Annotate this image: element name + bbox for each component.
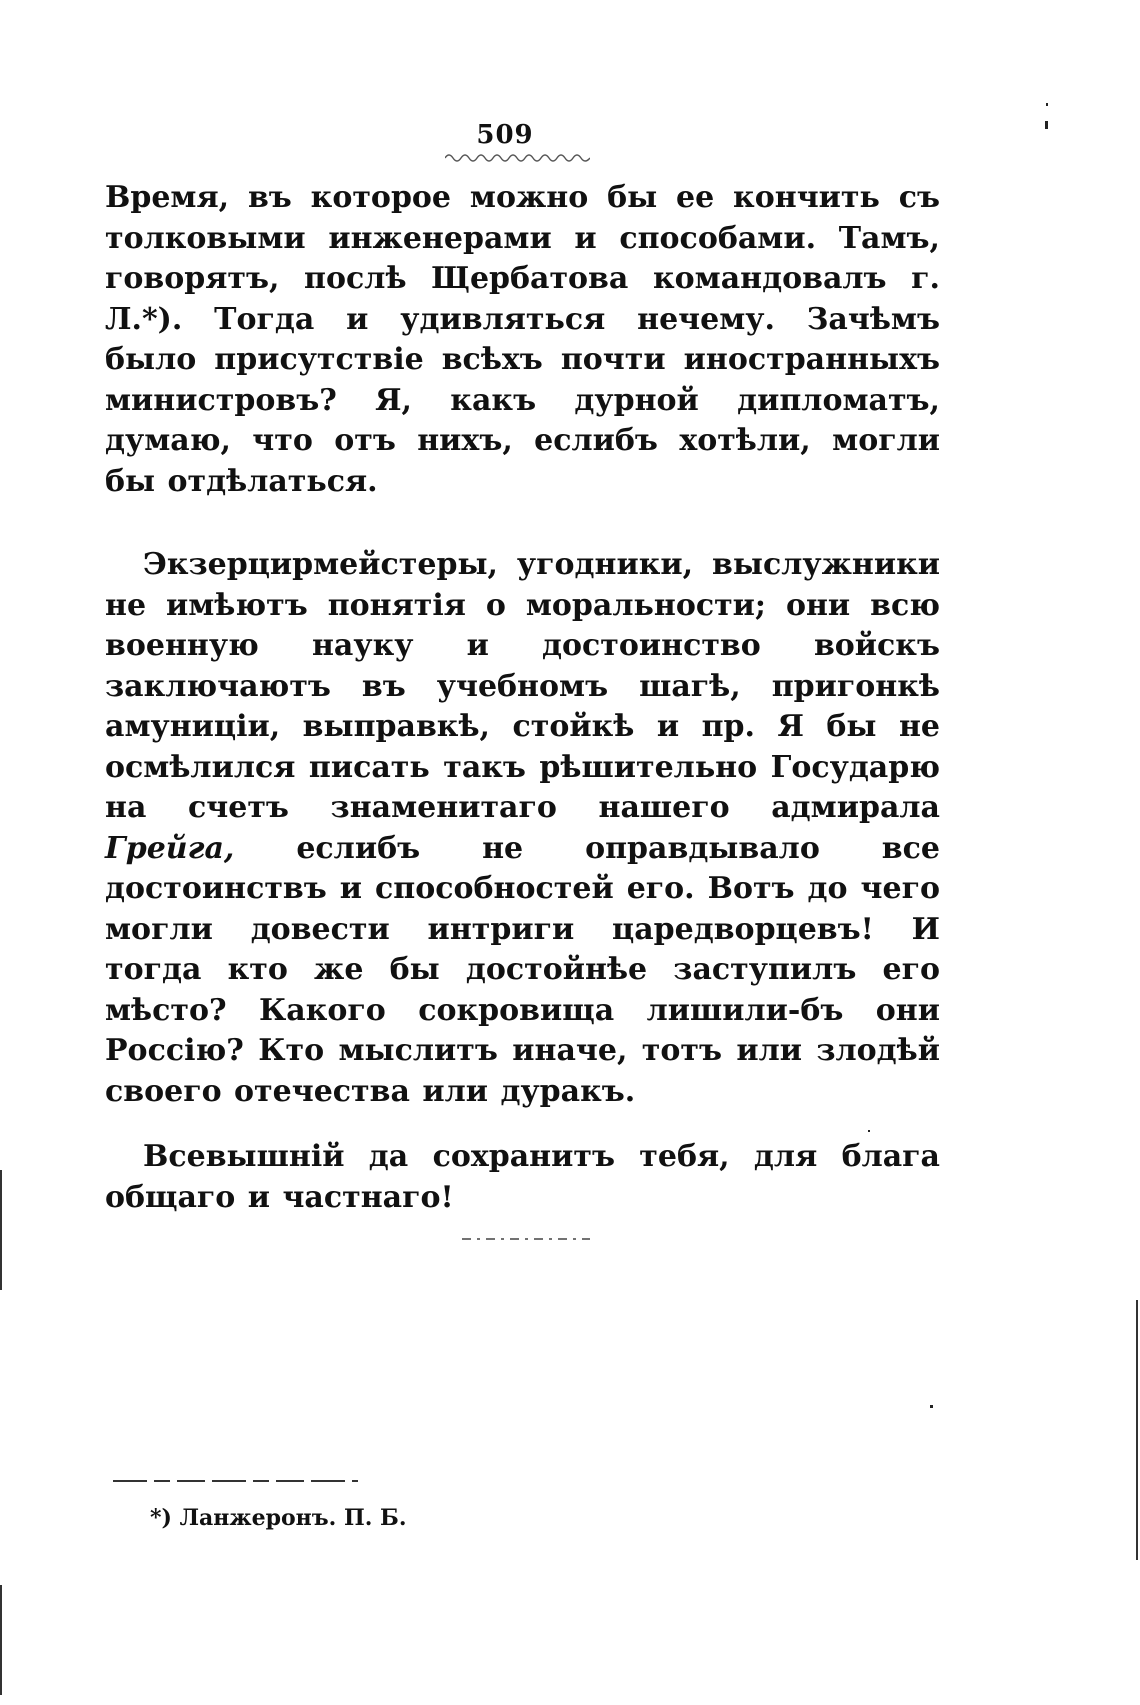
footnote-rule — [113, 1478, 358, 1484]
paragraph-2-text-before: Экзерцирмейстеры, угодники, выслужники не имѣютъ понятія о моральности; они всю военную науку и достоинство войскъ заключаютъ въ учебномъ шагѣ, пригонкѣ амуниціи, выправкѣ, стойкѣ и пр. Я бы не осмѣлился писать такъ рѣшительно Государю на счетъ знаменитаго нашего адмирала — [105, 547, 940, 825]
scan-edge — [0, 1585, 2, 1695]
scan-speck — [930, 1405, 933, 1408]
scan-speck — [1046, 103, 1048, 106]
page-number-ornament — [445, 150, 590, 162]
page-number: 509 — [476, 120, 534, 150]
scan-speck — [868, 1130, 870, 1132]
paragraph-2 — [105, 545, 940, 1112]
paragraph-1: Время, въ которое можно бы ее кончить съ толковыми инженерами и способами. Тамъ, говорятъ, послѣ Щербатова командовалъ г. Л.*). Тогда и удивляться нечему. Зачѣмъ было присутствіе всѣхъ почти иностранныхъ министровъ? Я, какъ дурной дипломатъ, думаю, что отъ нихъ, еслибъ хотѣли, могли бы отдѣлаться. — [105, 180, 940, 499]
scan-edge — [1136, 1300, 1138, 1560]
paragraph-3: Всевышній да сохранитъ тебя, для блага общаго и частнаго! — [105, 1139, 940, 1215]
emphasized-name: Грейга, — [105, 830, 235, 866]
scan-edge — [0, 1170, 2, 1290]
body-text — [105, 178, 940, 1218]
paragraph-2-text-after: еслибъ не оправдывало все достоинствъ и способностей его. Вотъ до чего могли довести интриги царедворцевъ! И тогда кто же бы достойнѣе заступилъ его мѣсто? Какого сокровища лишили-бъ они Россію? Кто мыслитъ иначе, тотъ или злодѣй своего отечества или дуракъ. — [105, 830, 940, 1109]
footnote: *) Ланжеронъ. П. Б. — [150, 1505, 407, 1531]
scan-speck — [1045, 121, 1048, 129]
section-end-rule — [462, 1236, 590, 1242]
